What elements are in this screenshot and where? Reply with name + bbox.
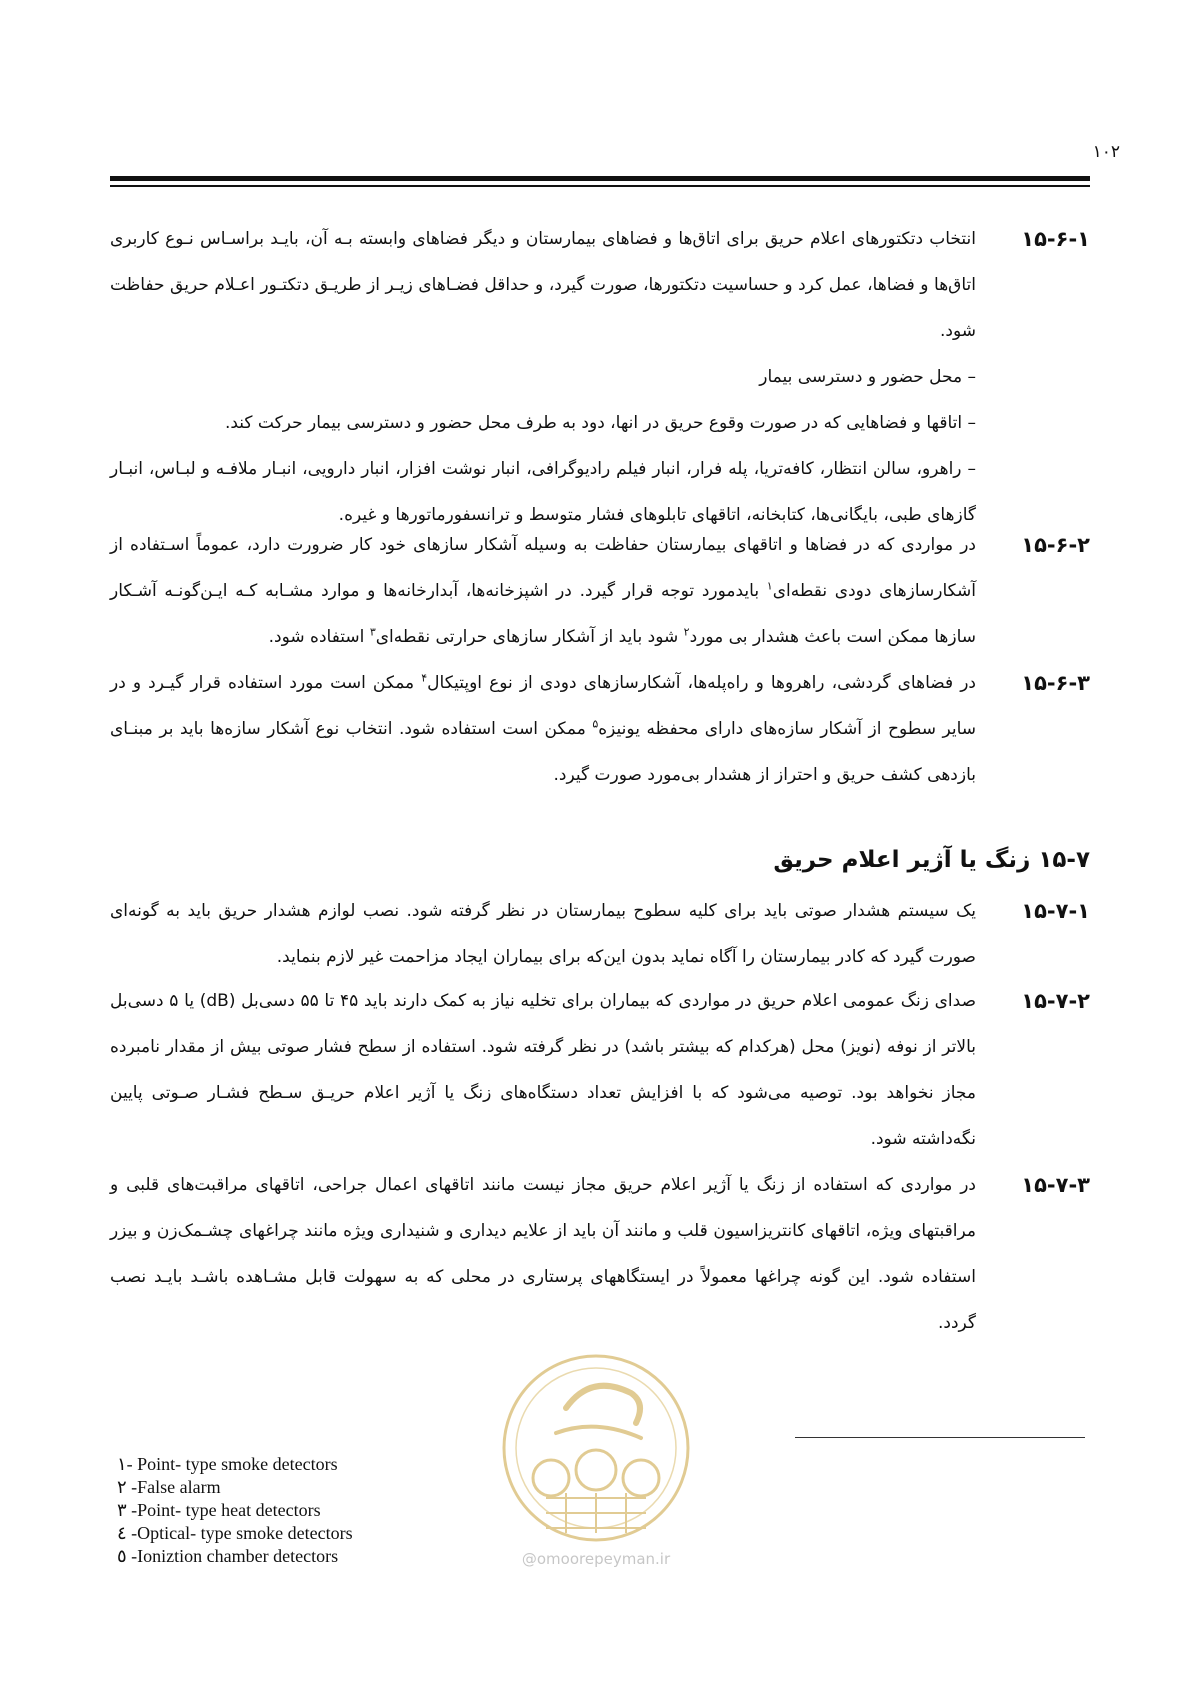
bullet-item: – اتاقها و فضاهایی که در صورت وقوع حریق در انها، دود به طرف محل حضور و دسترسی بیمار حرکت کند. (224, 413, 976, 433)
footnote-ref: ۴ (421, 671, 428, 685)
clause-15-6-3 (110, 660, 1090, 798)
clause-15-6-1 (110, 216, 1090, 538)
clause-number: ۱۵-۷-۱ (1021, 899, 1090, 923)
footnote-item: ۱- Point- type smoke detectors (117, 1454, 338, 1474)
clause-text: در مواردی که استفاده از زنگ یا آژیر اعلام حریق مجاز نیست مانند اتاقهای اعمال جراحی، اتاقهای مراقبت‌های قلبی و مراقبتهای ویژه، اتاقهای کانتریزاسیون قلب و مانند آن باید از علایم دیداری و شنیداری ویژه مانند چراغهای چشـمک‌زن و بیزر استفاده شود. این گونه چراغها معمولاً در ایستگاههای پرستاری در محلی که به سهولت قابل مشـاهده باشـد بایـد نصب گردد. (110, 1175, 976, 1333)
footnote-item: ۳ -Point- type heat detectors (117, 1500, 321, 1520)
clause-15-7-3 (110, 1162, 1090, 1346)
footnote-separator (795, 1437, 1085, 1438)
clause-number: ۱۵-۷-۳ (1021, 1173, 1090, 1197)
footnote-ref: ۳ (369, 625, 376, 639)
footnote-item: ٤ -Optical- type smoke detectors (117, 1523, 353, 1543)
clause-text: صدای زنگ عمومی اعلام حریق در مواردی که بیماران برای تخلیه نیاز به کمک دارند باید ۴۵ تا ۵۵ دسی‌بل (dB) یا ۵ دسی‌بل بالاتر از نوفه (نویز) محل (هرکدام که بیشتر باشد) در نظر گرفته شود. استفاده از سطح فشار صوتی بیش از مقدار نامبرده مجاز نخواهد بود. توصیه می‌شود که با افزایش تعداد دستگاه‌های زنگ یا آژیر اعلام حریـق سـطح فشـار صـوتی پایین نگه‌داشته شود. (110, 991, 977, 1149)
footnotes (117, 1453, 537, 1568)
watermark-url: @omoorepeyman.ir (521, 1550, 671, 1568)
clause-15-6-2 (110, 522, 1090, 660)
footnote-ref: ۱ (766, 579, 773, 593)
footnote-item: ۲ -False alarm (117, 1477, 221, 1497)
clause-text: انتخاب دتکتورهای اعلام حریق برای اتاق‌ها و فضاهای بیمارستان و دیگر فضاهای وابسته بـه آن، بایـد براسـاس نـوع کاربری اتاق‌ها و فضاها، عمل کرد و حساسیت دتکتورها، صورت گیرد، و حداقل فضـاهای زیـر از طریـق دتکتـور اعـلام حریق حفاظت شود. (110, 229, 976, 341)
bullet-item: – محل حضور و دسترسی بیمار (759, 367, 976, 387)
footnote-item: ٥ -Ioniztion chamber detectors (117, 1546, 339, 1566)
clause-text: یک سیستم هشدار صوتی باید برای کلیه سطوح بیمارستان در نظر گرفته شود. نصب لوازم هشدار حریق باید به گونه‌ای صورت گیرد که کادر بیمارستان را آگاه نماید بدون این‌که برای بیماران ایجاد مزاحمت غیر لازم بنماید. (110, 901, 976, 967)
header-rule-thin (110, 185, 1090, 187)
bullet-item: – راهرو، سالن انتظار، کافه‌تریا، پله فرار، انبار فیلم رادیوگرافی، انبار نوشت افزار، انبار دارویی، انبـار ملافـه و لبـاس، انبـار گازهای طبی، بایگانی‌ها، کتابخانه، اتاقهای تابلوهای فشار متوسط و ترانسفورماتورها و غیره. (110, 459, 976, 525)
clause-text: در فضاهای گردشی، راهروها و راه‌پله‌ها، آشکارسازهای دودی از نوع اوپتیکال$^۴$ ممکن است مورد استفاده قرار گیـرد و در سایر سطوح از آشکار سازه‌های دارای محفظه یونیزه$^۵$ ممکن است استفاده شود. انتخاب نوع آشکار سازه‌ها باید بر مبنـای بازدهی کشف حریق و احتراز از هشدار بی‌مورد صورت گیرد. (110, 671, 976, 785)
clause-number: ۱۵-۶-۱ (1021, 227, 1090, 251)
section-title: ۱۵-۷ زنگ یا آژیر اعلام حریق (773, 847, 1090, 873)
clause-15-7-1 (110, 888, 1090, 980)
clause-number: ۱۵-۶-۲ (1021, 533, 1090, 557)
clause-number: ۱۵-۷-۲ (1021, 989, 1090, 1013)
clause-number: ۱۵-۶-۳ (1021, 671, 1090, 695)
clause-15-7-2 (110, 978, 1090, 1162)
footnote-ref: ۵ (592, 717, 599, 731)
clause-text: در مواردی که در فضاها و اتاقهای بیمارستان حفاظت به وسیله آشکار سازهای خود کار ضرورت دارد، عموماً اسـتفاده از آشکارسازهای دودی نقطه‌ای$^۱$ بایدمورد توجه قرار گیرد. در اشپزخانه‌ها، آبدارخانه‌ها و موارد مشـابه کـه ایـن‌گونـه آشـکار سازها ممکن است باعث هشدار بی مورد$^۲$ شود باید از آشکار سازهای حرارتی نقطه‌ای$^۳$ استفاده شود. (110, 535, 976, 647)
header-rule-thick (110, 176, 1090, 181)
footnote-ref: ۲ (683, 625, 690, 639)
page-number: ۱۰۲ (1092, 142, 1120, 162)
